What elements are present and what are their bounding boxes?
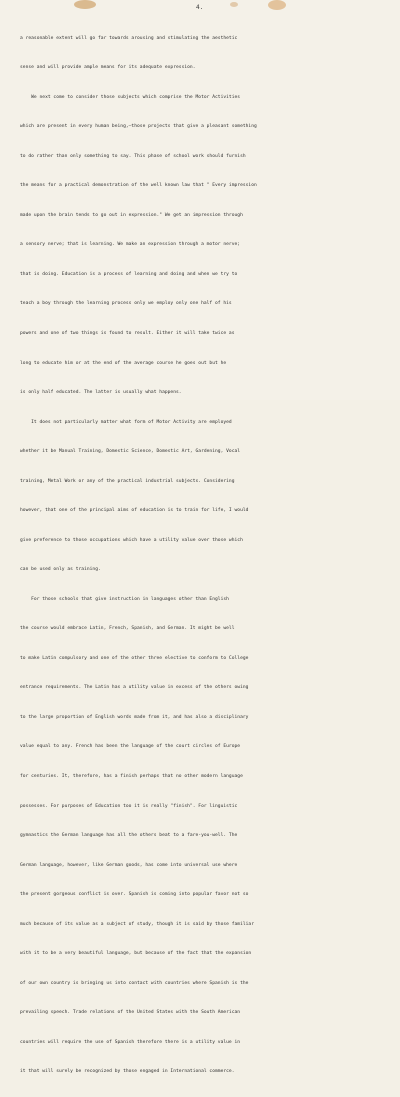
text-line: entrance requirements. The Latin has a utility value in excess of the others owing bbox=[20, 685, 249, 691]
text-line: to the large proportion of English words made from it, and has also a disciplinary bbox=[20, 714, 249, 720]
page-number: 4. bbox=[196, 4, 204, 11]
paper-stain bbox=[74, 0, 96, 9]
text-line: possesses. For purposes of Education too it is really "finish". For linguistic bbox=[20, 803, 238, 809]
paper-stain bbox=[268, 0, 286, 10]
text-line: powers and one of two things is found to result. Either it will take twice as bbox=[20, 331, 235, 336]
text-line: gymnastics the German language has all the others beat to a fare-you-well. The bbox=[20, 833, 238, 839]
text-line: For those schools that give instruction in languages other than English bbox=[20, 596, 229, 602]
paper-stain bbox=[230, 2, 238, 7]
text-line: it that will surely be recognized by those engaged in International commerce. bbox=[20, 1069, 235, 1075]
text-line: training, Metal Work or any of the practical industrial subjects. Considering bbox=[20, 478, 235, 484]
text-line: is only half educated. The latter is usually what happens. bbox=[20, 390, 182, 396]
text-line: prevailing speech. Trade relations of the United States with the South American bbox=[20, 1010, 241, 1016]
text-line: made upon the brain tends to go out in expression." We get an impression through bbox=[20, 212, 243, 218]
text-line: a reasonable extent will go far towards arousing and stimulating the aesthetic bbox=[20, 35, 238, 41]
text-line: countries will require the use of Spanish therefore there is a utility value in bbox=[20, 1039, 241, 1045]
text-line: give preference to those occupations which have a utility value over those which bbox=[20, 537, 243, 543]
typewritten-body bbox=[20, 14, 388, 1097]
text-line: sense and will provide ample means for its adequate expression. bbox=[20, 65, 196, 71]
text-line: long to educate him or at the end of the average course he goes out but he bbox=[20, 360, 227, 366]
text-line: It does not particularly matter what form of Motor Activity are employed bbox=[20, 419, 232, 425]
text-line: the means for a practical demonstration of the well known law that " Every impression bbox=[20, 183, 257, 189]
text-line: the present gorgeous conflict is over. Spanish is coming into popular favor not so bbox=[20, 892, 249, 898]
text-line: to make Latin compulsory and one of the other three elective to conform to College bbox=[20, 655, 249, 661]
text-line: which are present in every human being,—those projects that give a pleasant something bbox=[20, 124, 257, 130]
text-line: a sensory nerve; that is learning. We make an expression through a motor nerve; bbox=[20, 242, 241, 248]
text-line: whether it be Manual Training, Domestic Science, Domestic Art, Gardening, Vocal bbox=[20, 449, 241, 455]
text-line: of our own country is bringing us into contact with countries where Spanish is the bbox=[20, 980, 249, 986]
text-line: teach a boy through the learning process only we employ only one half of his bbox=[20, 301, 232, 307]
text-line: the course would embrace Latin, French, Spanish, and German. It might be well bbox=[20, 626, 235, 632]
text-line: for centuries. It, therefore, has a finish perhaps that no other modern language bbox=[20, 773, 243, 779]
text-line: with it to be a very beautiful language, but because of the fact that the expansion bbox=[20, 951, 252, 957]
text-line: We next come to consider those subjects which comprise the Motor Activities bbox=[20, 94, 241, 100]
text-line: can be used only as training. bbox=[20, 567, 101, 573]
text-line: much because of its value as a subject of study, though it is said by those familiar bbox=[20, 921, 254, 927]
text-line: that is doing. Education is a process of learning and doing and when we try to bbox=[20, 271, 238, 277]
text-line: however, that one of the principal aims of education is to train for life, I would bbox=[20, 508, 249, 514]
text-line: to do rather than only something to say. This phase of school work should furnish bbox=[20, 153, 246, 159]
text-line: value equal to any. French has been the language of the court circles of Europe bbox=[20, 744, 241, 750]
text-line: German language, however, like German goods, has come into universal use where bbox=[20, 862, 238, 868]
